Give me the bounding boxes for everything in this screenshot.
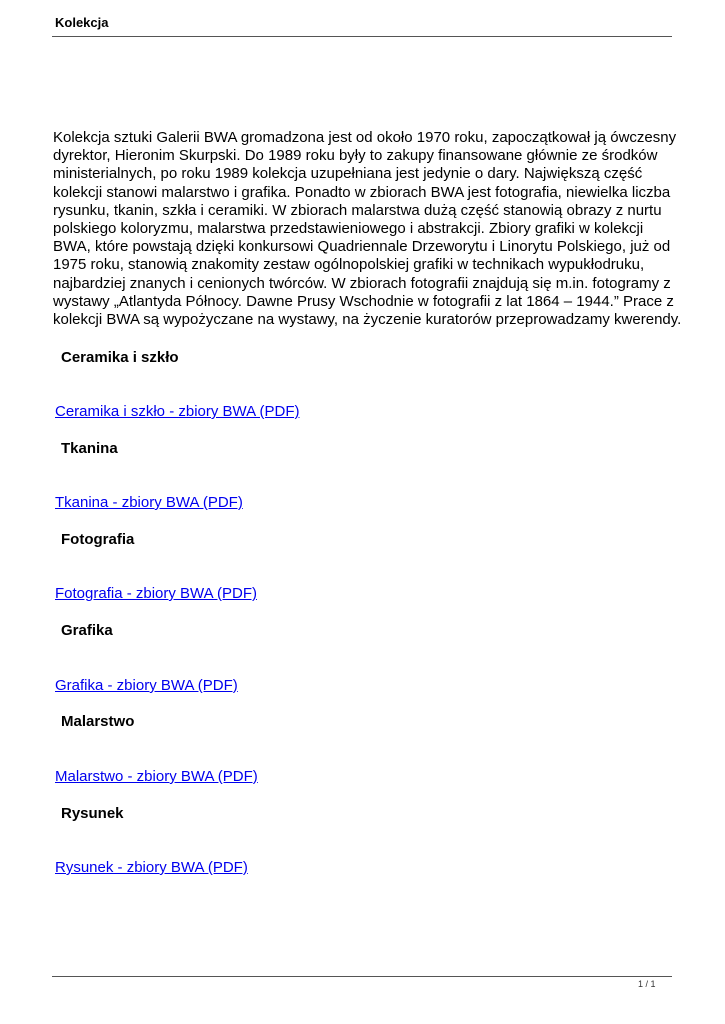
section-heading-drawing: Rysunek [61,805,124,822]
section-heading-graphics: Grafika [61,622,113,639]
graphics-pdf-link[interactable]: Grafika - zbiory BWA (PDF) [55,677,238,694]
photography-pdf-link[interactable]: Fotografia - zbiory BWA (PDF) [55,585,257,602]
section-heading-ceramics-glass: Ceramika i szkło [61,349,179,366]
ceramics-glass-pdf-link[interactable]: Ceramika i szkło - zbiory BWA (PDF) [55,403,300,420]
section-heading-textile: Tkanina [61,440,118,457]
textile-pdf-link[interactable]: Tkanina - zbiory BWA (PDF) [55,494,243,511]
page-number: 1 / 1 [638,979,656,989]
header-divider [52,36,672,37]
painting-pdf-link[interactable]: Malarstwo - zbiory BWA (PDF) [55,768,258,785]
page-title: Kolekcja [55,15,109,30]
footer-divider [52,976,672,977]
section-heading-photography: Fotografia [61,531,135,548]
intro-paragraph: Kolekcja sztuki Galerii BWA gromadzona jest od około 1970 roku, zapoczątkował ją ówczesny dyrektor, Hieronim Skurpski. Do 1989 roku były to zakupy finansowane głównie ze środków ministerialnych, po roku 1989 kolekcja uzupełniana jest jedynie o dary. Największą część kolekcji stanowi malarstwo i grafika. Ponadto w zbiorach BWA jest fotografia, niewielka liczba rysunku, tkanin, szkła i ceramiki. W zbiorach malarstwa dużą część stanowią obrazy z nurtu polskiego koloryzmu, malarstwa przedstawieniowego i abstrakcji. Zbiory grafiki w kolekcji BWA, które powstają dzięki konkursowi Quadriennale Drzeworytu i Linorytu Polskiego, już od 1975 roku, stanowią znakomity zestaw ogólnopolskiej grafiki w technikach wypukłodruku, najbardziej znanych i cenionych twórców. W zbiorach fotografii znajdują się m.in. fotogramy z wystawy „Atlantyda Północy. Dawne Prusy Wschodnie w fotografii z lat 1864 – 1944.” Prace z kolekcji BWA są wypożyczane na wystawy, na życzenie kuratorów przeprowadzamy kwerendy. [53,129,682,329]
section-heading-painting: Malarstwo [61,713,135,730]
drawing-pdf-link[interactable]: Rysunek - zbiory BWA (PDF) [55,859,248,876]
